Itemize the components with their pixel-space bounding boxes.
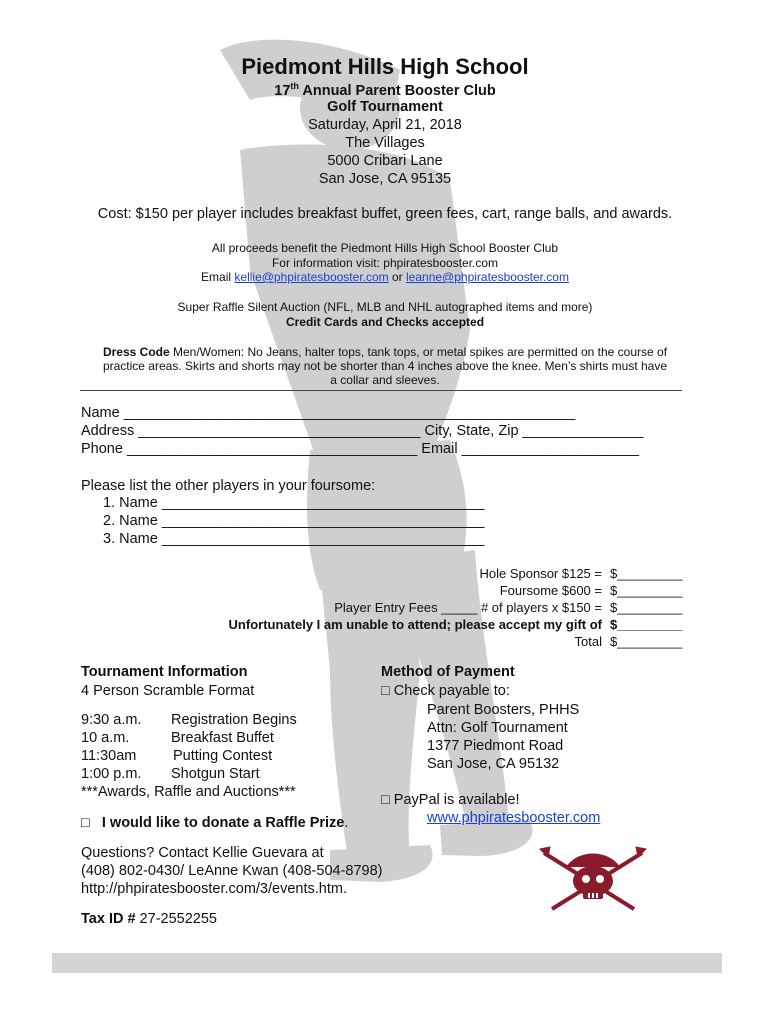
address-line: San Jose, CA 95132 [427,756,560,772]
payment-note: Credit Cards and Checks accepted [285,315,485,329]
event-street: 5000 Cribari Lane [327,153,443,169]
fee-row [150,617,700,634]
paypal-option [381,792,520,808]
address-line: 1377 Piedmont Road [427,738,564,754]
donate-label: I would like to donate a Raffle Prize [101,815,345,831]
proceeds-line: All proceeds benefit the Piedmont Hills High School Booster Club [211,241,559,255]
email-or: or [388,270,406,284]
dress-code-label: Dress Code [102,345,170,359]
fee-blank[interactable]: $_________ [610,634,683,649]
awards-line: ***Awards, Raffle and Auctions*** [81,784,296,800]
dress-code-line3: a collar and sleeves. [330,373,440,387]
dress-code-line1 [0,345,770,359]
schedule-row [81,748,341,766]
donate-checkbox[interactable]: □ [81,815,90,831]
auction-line: Super Raffle Silent Auction (NFL, MLB and NHL autographed items and more) [177,300,593,314]
event-venue: The Villages [345,135,425,151]
schedule-event: Putting Contest [173,748,273,764]
address-field[interactable]: Address ___________________________________ City, State, Zip _______________ [81,423,644,439]
foursome-prompt: Please list the other players in your foursome: [81,478,376,494]
schedule [81,712,341,784]
info-line: For information visit: phpiratesbooster.com [271,256,499,270]
contact-line2: (408) 802-0430/ LeAnne Kwan (408-504-8798) [81,863,383,879]
player-3-field[interactable]: 3. Name ________________________________________ [103,531,485,547]
name-field[interactable]: Name ________________________________________________________ [81,405,576,421]
pirate-skull-crossed-swords-icon [538,845,648,917]
email-link-kellie[interactable]: kellie@phpiratesbooster.com [234,270,389,284]
fee-label: Total [574,634,602,649]
phone-field[interactable]: Phone ____________________________________ Email ______________________ [81,441,639,457]
player-1-field[interactable]: 1. Name ________________________________________ [103,495,485,511]
tournament-format: 4 Person Scramble Format [81,683,255,699]
fees-table [150,566,700,651]
event-name: Golf Tournament [327,99,443,115]
fee-blank[interactable]: $_________ [610,617,683,632]
fee-row [150,600,700,617]
fee-label: Player Entry Fees _____ # of players x $150 = [334,600,602,615]
schedule-time: 11:30am [81,748,137,764]
paypal-link[interactable]: www.phpiratesbooster.com [427,810,601,826]
event-number: 17 [274,82,291,99]
check-address [427,701,579,773]
fee-label: Foursome $600 = [499,583,602,598]
fee-row [150,566,700,583]
contact-line3: http://phpiratesbooster.com/3/events.htm. [81,881,347,897]
event-date: Saturday, April 21, 2018 [308,117,462,133]
dress-code-text: Men/Women: No Jeans, halter tops, tank tops, or metal spikes are permitted on the course of [169,345,668,359]
schedule-row [81,712,341,730]
contact-line1: Questions? Contact Kellie Guevara at [81,845,324,861]
donate-line [81,815,348,831]
fee-row [150,583,700,600]
check-label: Check payable to: [389,683,510,699]
tax-value: 27-2552255 [135,911,217,927]
cost-line: Cost: $150 per player includes breakfast buffet, green fees, cart, range balls, and awards. [97,206,673,222]
check-checkbox[interactable]: □ [381,683,390,699]
schedule-time: 9:30 a.m. [81,712,142,728]
event-organizer: Annual Parent Booster Club [298,82,496,99]
fee-row [150,634,700,651]
fee-label: Unfortunately I am unable to attend; please accept my gift of [228,617,602,632]
check-option [381,683,510,699]
email-line [0,270,770,284]
event-city: San Jose, CA 95135 [318,171,452,187]
dress-code-line2: practice areas. Skirts and shorts may not be shorter than 4 inches above the knee. Men’s shirts must have [102,359,668,373]
schedule-time: 1:00 p.m. [81,766,142,782]
schedule-event: Registration Begins [171,712,297,728]
school-title: Piedmont Hills High School [241,54,529,79]
email-link-leanne[interactable]: leanne@phpiratesbooster.com [406,270,569,284]
paypal-label: PayPal is available! [389,792,520,808]
fee-label: Hole Sponsor $125 = [479,566,602,581]
email-prefix: Email [201,270,235,284]
schedule-event: Shotgun Start [171,766,260,782]
schedule-time: 10 a.m. [81,730,130,746]
divider [80,390,682,391]
footer-bar [52,953,722,973]
event-ordinal: th [290,81,299,91]
fee-blank[interactable]: $_________ [610,600,683,615]
event-line [0,81,770,99]
fee-blank[interactable]: $_________ [610,583,683,598]
player-2-field[interactable]: 2. Name ________________________________________ [103,513,485,529]
payment-heading: Method of Payment [381,664,515,680]
paypal-checkbox[interactable]: □ [381,792,390,808]
schedule-row [81,766,341,784]
schedule-event: Breakfast Buffet [171,730,274,746]
address-line: Parent Boosters, PHHS [427,702,580,718]
tournament-heading: Tournament Information [81,664,248,680]
tax-label: Tax ID # [81,911,136,927]
tax-id [81,911,217,927]
address-line: Attn: Golf Tournament [427,720,568,736]
fee-blank[interactable]: $_________ [610,566,683,581]
schedule-row [81,730,341,748]
donate-period: . [344,815,349,831]
